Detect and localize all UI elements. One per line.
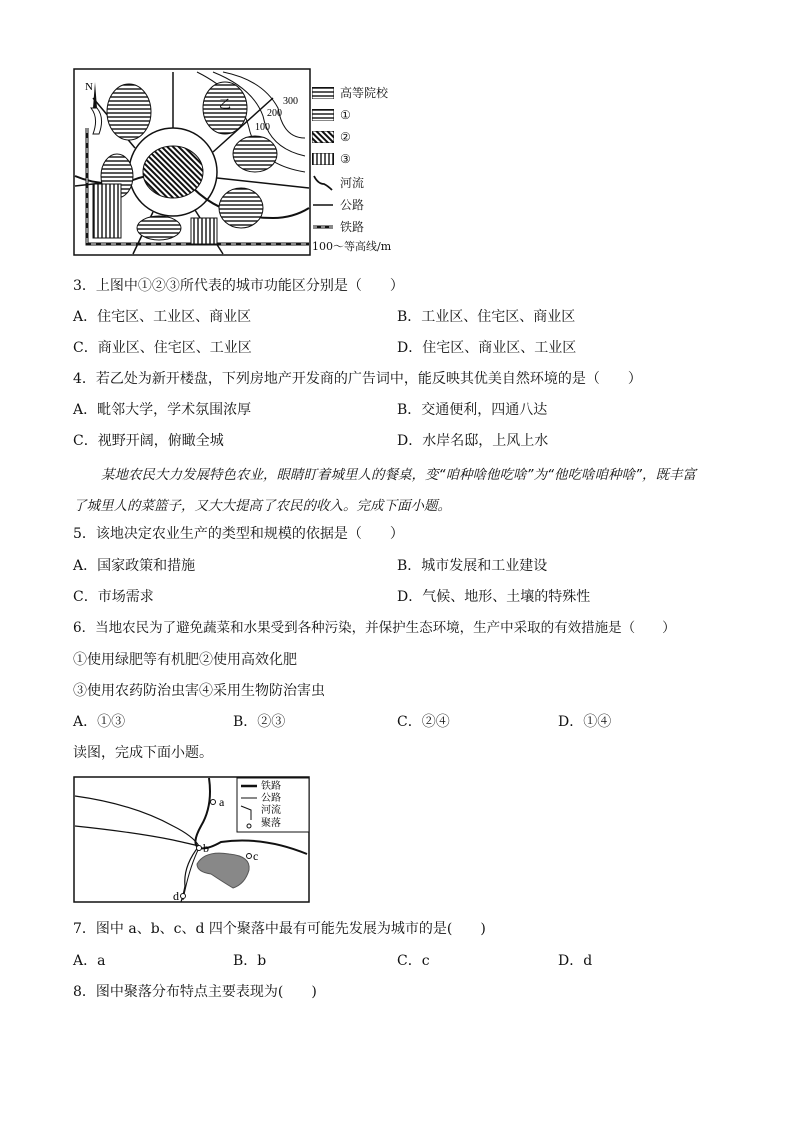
map2-legend-road: 公路: [261, 793, 281, 804]
q7-option-d[interactable]: D．d: [558, 953, 593, 969]
q8-stem: 8．图中聚落分布特点主要表现为( ): [73, 984, 317, 1000]
q4-option-d[interactable]: D．水岸名邸，上风上水: [397, 433, 549, 449]
q6-option-b[interactable]: B．②③: [233, 714, 286, 730]
settlement-d-marker: [181, 894, 186, 899]
passage-line-2: 了城里人的菜篮子，又大大提高了农民的收入。完成下面小题。: [73, 498, 451, 514]
settlement-label-a: a: [219, 795, 225, 809]
city-function-map: [73, 68, 313, 258]
read-map-instruction: 读图，完成下面小题。: [73, 745, 213, 761]
q6-option-a[interactable]: A．①③: [73, 714, 126, 730]
q6-line-3: ③使用农药防治虫害④采用生物防治害虫: [73, 683, 325, 699]
contour-label-200: 200: [267, 108, 282, 119]
map1-legend: 高等院校 ① ② ③ 河流 公路 铁路 100～等高线/m: [312, 86, 392, 253]
settlement-map-svg: [73, 776, 311, 904]
q7-stem: 7．图中 a、b、c、d 四个聚落中最有可能先发展为城市的是( ): [73, 921, 486, 937]
q5-stem: 5．该地决定农业生产的类型和规模的依据是（ ）: [73, 526, 404, 542]
q6-option-c[interactable]: C．②④: [397, 714, 450, 730]
settlement-a-marker: [211, 800, 216, 805]
q7-option-c[interactable]: C．c: [397, 953, 430, 969]
q7-option-b[interactable]: B．b: [233, 953, 267, 969]
q4-option-a[interactable]: A．毗邻大学，学术氛围浓厚: [73, 402, 252, 418]
q3-stem: 3．上图中①②③所代表的城市功能区分别是（ ）: [73, 278, 404, 294]
settlement-c-marker: [247, 854, 252, 859]
settlement-map: [73, 776, 311, 904]
q6-option-d[interactable]: D．①④: [558, 714, 612, 730]
q4-option-b[interactable]: B．交通便利，四通八达: [397, 402, 548, 418]
q5-option-b[interactable]: B．城市发展和工业建设: [397, 558, 548, 574]
q5-option-d[interactable]: D．气候、地形、土壤的特殊性: [397, 589, 591, 605]
q3-option-c[interactable]: C．商业区、住宅区、工业区: [73, 340, 252, 356]
q3-option-b[interactable]: B．工业区、住宅区、商业区: [397, 309, 576, 325]
settlement-label-b: b: [203, 841, 209, 855]
contour-label-100: 100: [255, 122, 270, 133]
map2-legend-settlement: 聚落: [261, 818, 281, 829]
q3-option-d[interactable]: D．住宅区、商业区、工业区: [397, 340, 577, 356]
settlement-b-marker: [197, 846, 202, 851]
north-label: N: [85, 81, 93, 93]
q5-option-a[interactable]: A．国家政策和措施: [73, 558, 196, 574]
passage-line-1: 某地农民大力发展特色农业，眼睛盯着城里人的餐桌，变“咱种啥他吃啥”为“他吃啥咱种啥”，既丰富: [101, 467, 696, 483]
q5-option-c[interactable]: C．市场需求: [73, 589, 154, 605]
passage: [73, 460, 723, 522]
city-map-svg: [73, 68, 313, 258]
q6-line-2: ①使用绿肥等有机肥②使用高效化肥: [73, 652, 297, 668]
settlement-label-d: d: [173, 889, 179, 903]
map2-legend-railway: 铁路: [261, 781, 281, 792]
contour-label-300: 300: [283, 96, 298, 107]
q7-option-a[interactable]: A．a: [73, 953, 106, 969]
map2-legend-river: 河流: [261, 805, 281, 816]
q3-option-a[interactable]: A．住宅区、工业区、商业区: [73, 309, 252, 325]
q6-stem: 6．当地农民为了避免蔬菜和水果受到各种污染，并保护生态环境，生产中采取的有效措施是（ ）: [73, 620, 676, 636]
zone-label-yi: 乙: [219, 97, 232, 111]
q4-option-c[interactable]: C．视野开阔，俯瞰全城: [73, 433, 224, 449]
settlement-label-c: c: [253, 849, 259, 863]
q4-stem: 4．若乙处为新开楼盘，下列房地产开发商的广告词中，能反映其优美自然环境的是（ ）: [73, 371, 642, 387]
